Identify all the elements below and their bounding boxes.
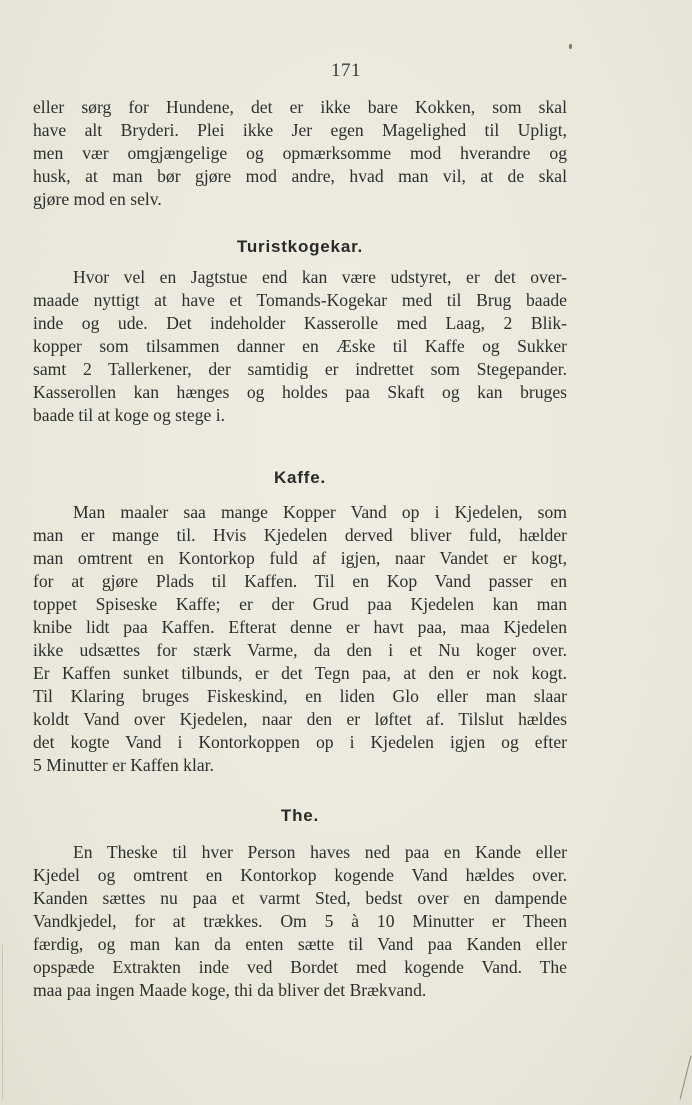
scan-margin-line bbox=[2, 945, 3, 1100]
text-line: Kasserollen kan hænges og holdes paa Skaft og kan bruges bbox=[33, 382, 567, 402]
text-line: have alt Bryderi. Plei ikke Jer egen Magelighed til Upligt, bbox=[33, 120, 567, 140]
text-line: færdig, og man kan da enten sætte til Vand paa Kanden eller bbox=[33, 934, 567, 954]
text-line: Man maaler saa mange Kopper Vand op i Kjedelen, som bbox=[73, 502, 567, 522]
text-line: kopper som tilsammen danner en Æske til Kaffe og Sukker bbox=[33, 336, 567, 356]
section-heading-turistkogekar: Turistkogekar. bbox=[236, 237, 364, 256]
text-line: Kanden sættes nu paa et varmt Sted, bedst over en dampende bbox=[33, 888, 567, 908]
text-line: det kogte Vand i Kontorkoppen op i Kjedelen igjen og efter bbox=[33, 732, 567, 752]
text-line: samt 2 Tallerkener, der samtidig er indrettet som Stegepander. bbox=[33, 359, 567, 379]
text-line: opspæde Extrakten inde ved Bordet med kogende Vand. The bbox=[33, 957, 567, 977]
text-line: maa paa ingen Maade koge, thi da bliver det Brækvand. bbox=[33, 980, 427, 1000]
text-line: husk, at man bør gjøre mod andre, hvad man vil, at de skal bbox=[33, 166, 567, 186]
section-heading-the: The. bbox=[280, 806, 320, 825]
text-line: Kjedel og omtrent en Kontorkop kogende Vand hældes over. bbox=[33, 865, 567, 885]
text-line: Vandkjedel, for at trækkes. Om 5 à 10 Minutter er Theen bbox=[33, 911, 567, 931]
page-number: 171 bbox=[331, 60, 361, 81]
text-line: man er mange til. Hvis Kjedelen derved bliver fuld, hælder bbox=[33, 525, 567, 545]
section-heading-kaffe: Kaffe. bbox=[273, 468, 327, 487]
section-paragraph-turistkogekar bbox=[33, 266, 567, 427]
text-line: Er Kaffen sunket tilbunds, er det Tegn paa, at den er nok kogt. bbox=[33, 663, 567, 683]
text-line: inde og ude. Det indeholder Kasserolle med Laag, 2 Blik- bbox=[33, 313, 567, 333]
text-line: Til Klaring bruges Fiskeskind, en liden Glo eller man slaar bbox=[33, 686, 567, 706]
text-line: baade til at koge og stege i. bbox=[33, 405, 226, 425]
text-line: koldt Vand over Kjedelen, naar den er løftet af. Tilslut hældes bbox=[33, 709, 567, 729]
ink-speck bbox=[569, 44, 572, 49]
text-line: man omtrent en Kontorkop fuld af igjen, naar Vandet er kogt, bbox=[33, 548, 567, 568]
scan-corner-mark bbox=[680, 1056, 692, 1100]
text-line: gjøre mod en selv. bbox=[33, 189, 162, 209]
section-paragraph-kaffe bbox=[33, 501, 567, 777]
intro-paragraph bbox=[33, 96, 567, 211]
text-line: knibe lidt paa Kaffen. Efterat denne er havt paa, maa Kjedelen bbox=[33, 617, 567, 637]
text-line: toppet Spiseske Kaffe; er der Grud paa Kjedelen kan man bbox=[33, 594, 567, 614]
text-line: En Theske til hver Person haves ned paa en Kande eller bbox=[73, 842, 567, 862]
text-line: maade nyttigt at have et Tomands-Kogekar med til Brug baade bbox=[33, 290, 567, 310]
text-line: for at gjøre Plads til Kaffen. Til en Kop Vand passer en bbox=[33, 571, 567, 591]
text-line: 5 Minutter er Kaffen klar. bbox=[33, 755, 214, 775]
text-line: ikke udsættes for stærk Varme, da den i et Nu koger over. bbox=[33, 640, 567, 660]
text-line: men vær omgjængelige og opmærksomme mod hverandre og bbox=[33, 143, 567, 163]
text-line: Hvor vel en Jagtstue end kan være udstyret, er det over- bbox=[73, 267, 567, 287]
section-paragraph-the bbox=[33, 841, 567, 1002]
text-line: eller sørg for Hundene, det er ikke bare Kokken, som skal bbox=[33, 97, 567, 117]
